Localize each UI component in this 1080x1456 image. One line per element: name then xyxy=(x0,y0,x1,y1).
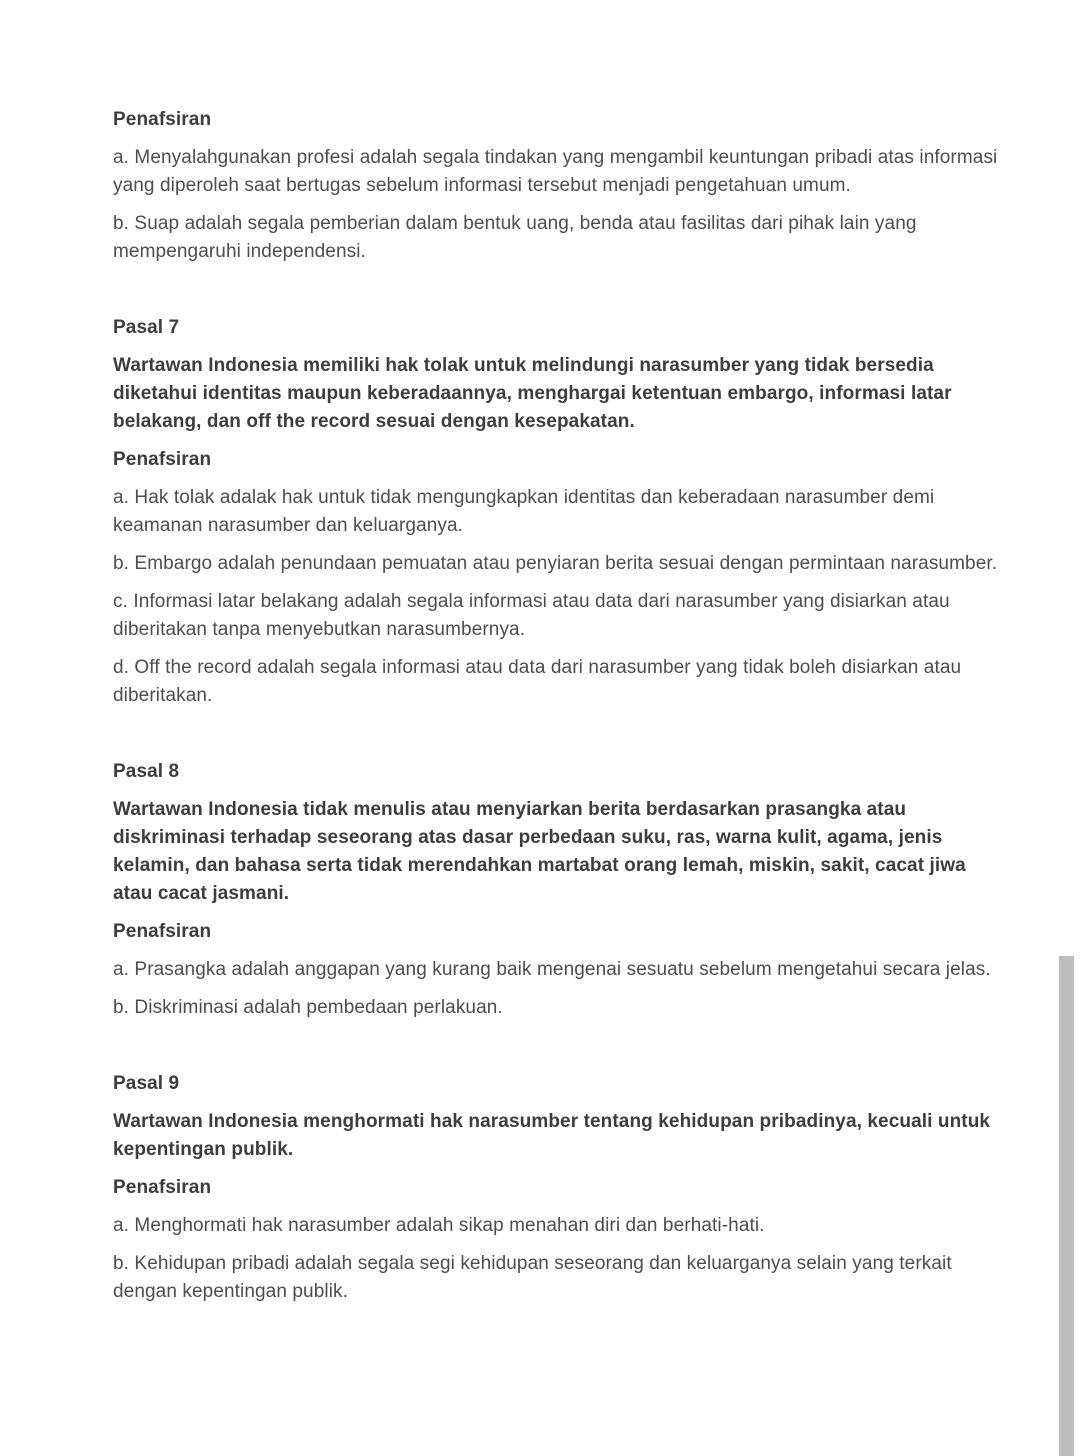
article-text: Wartawan Indonesia memiliki hak tolak untuk melindungi narasumber yang tidak bersedia diketahui identitas maupun keberadaannya, menghargai ketentuan embargo, informasi latar belakang, dan off the record sesuai dengan kesepakatan. xyxy=(113,355,952,432)
section-heading: Penafsiran xyxy=(113,449,212,470)
section-heading: Pasal 8 xyxy=(113,761,180,782)
section-heading: Pasal 7 xyxy=(113,317,180,338)
paragraph: c. Informasi latar belakang adalah segala informasi atau data dari narasumber yang disiarkan atau diberitakan tanpa menyebutkan narasumbernya. xyxy=(113,591,950,640)
section-gap xyxy=(113,1032,1002,1060)
section-gap xyxy=(113,720,1002,748)
paragraph: b. Diskriminasi adalah pembedaan perlakuan. xyxy=(113,997,503,1018)
section-heading: Penafsiran xyxy=(113,109,212,130)
paragraph: b. Suap adalah segala pemberian dalam bentuk uang, benda atau fasilitas dari pihak lain yang mempengaruhi independensi. xyxy=(113,213,917,262)
article-text: Wartawan Indonesia menghormati hak narasumber tentang kehidupan pribadinya, kecuali untuk kepentingan publik. xyxy=(113,1111,991,1160)
section-heading: Penafsiran xyxy=(113,1177,212,1198)
paragraph: a. Prasangka adalah anggapan yang kurang baik mengenai sesuatu sebelum mengetahui secara jelas. xyxy=(113,959,991,980)
paragraph: a. Hak tolak adalak hak untuk tidak mengungkapkan identitas dan keberadaan narasumber demi keamanan narasumber dan keluarganya. xyxy=(113,487,935,536)
vertical-scrollbar-thumb[interactable] xyxy=(1059,956,1074,1456)
section-heading: Pasal 9 xyxy=(113,1073,180,1094)
article-text: Wartawan Indonesia tidak menulis atau menyiarkan berita berdasarkan prasangka atau diskriminasi terhadap seseorang atas dasar perbedaan suku, ras, warna kulit, agama, jenis kelamin, dan bahasa serta tidak merendahkan martabat orang lemah, miskin, sakit, cacat jiwa atau cacat jasmani. xyxy=(113,799,966,904)
paragraph: b. Kehidupan pribadi adalah segala segi kehidupan seseorang dan keluarganya selain yang terkait dengan kepentingan publik. xyxy=(113,1253,952,1302)
section-gap xyxy=(113,276,1002,304)
paragraph: b. Embargo adalah penundaan pemuatan atau penyiaran berita sesuai dengan permintaan narasumber. xyxy=(113,553,998,574)
paragraph: d. Off the record adalah segala informasi atau data dari narasumber yang tidak boleh disiarkan atau diberitakan. xyxy=(113,657,962,706)
paragraph: a. Menyalahgunakan profesi adalah segala tindakan yang mengambil keuntungan pribadi atas informasi yang diperoleh saat bertugas sebelum informasi tersebut menjadi pengetahuan umum. xyxy=(113,147,998,196)
paragraph: a. Menghormati hak narasumber adalah sikap menahan diri dan berhati-hati. xyxy=(113,1215,765,1236)
section-heading: Penafsiran xyxy=(113,921,212,942)
